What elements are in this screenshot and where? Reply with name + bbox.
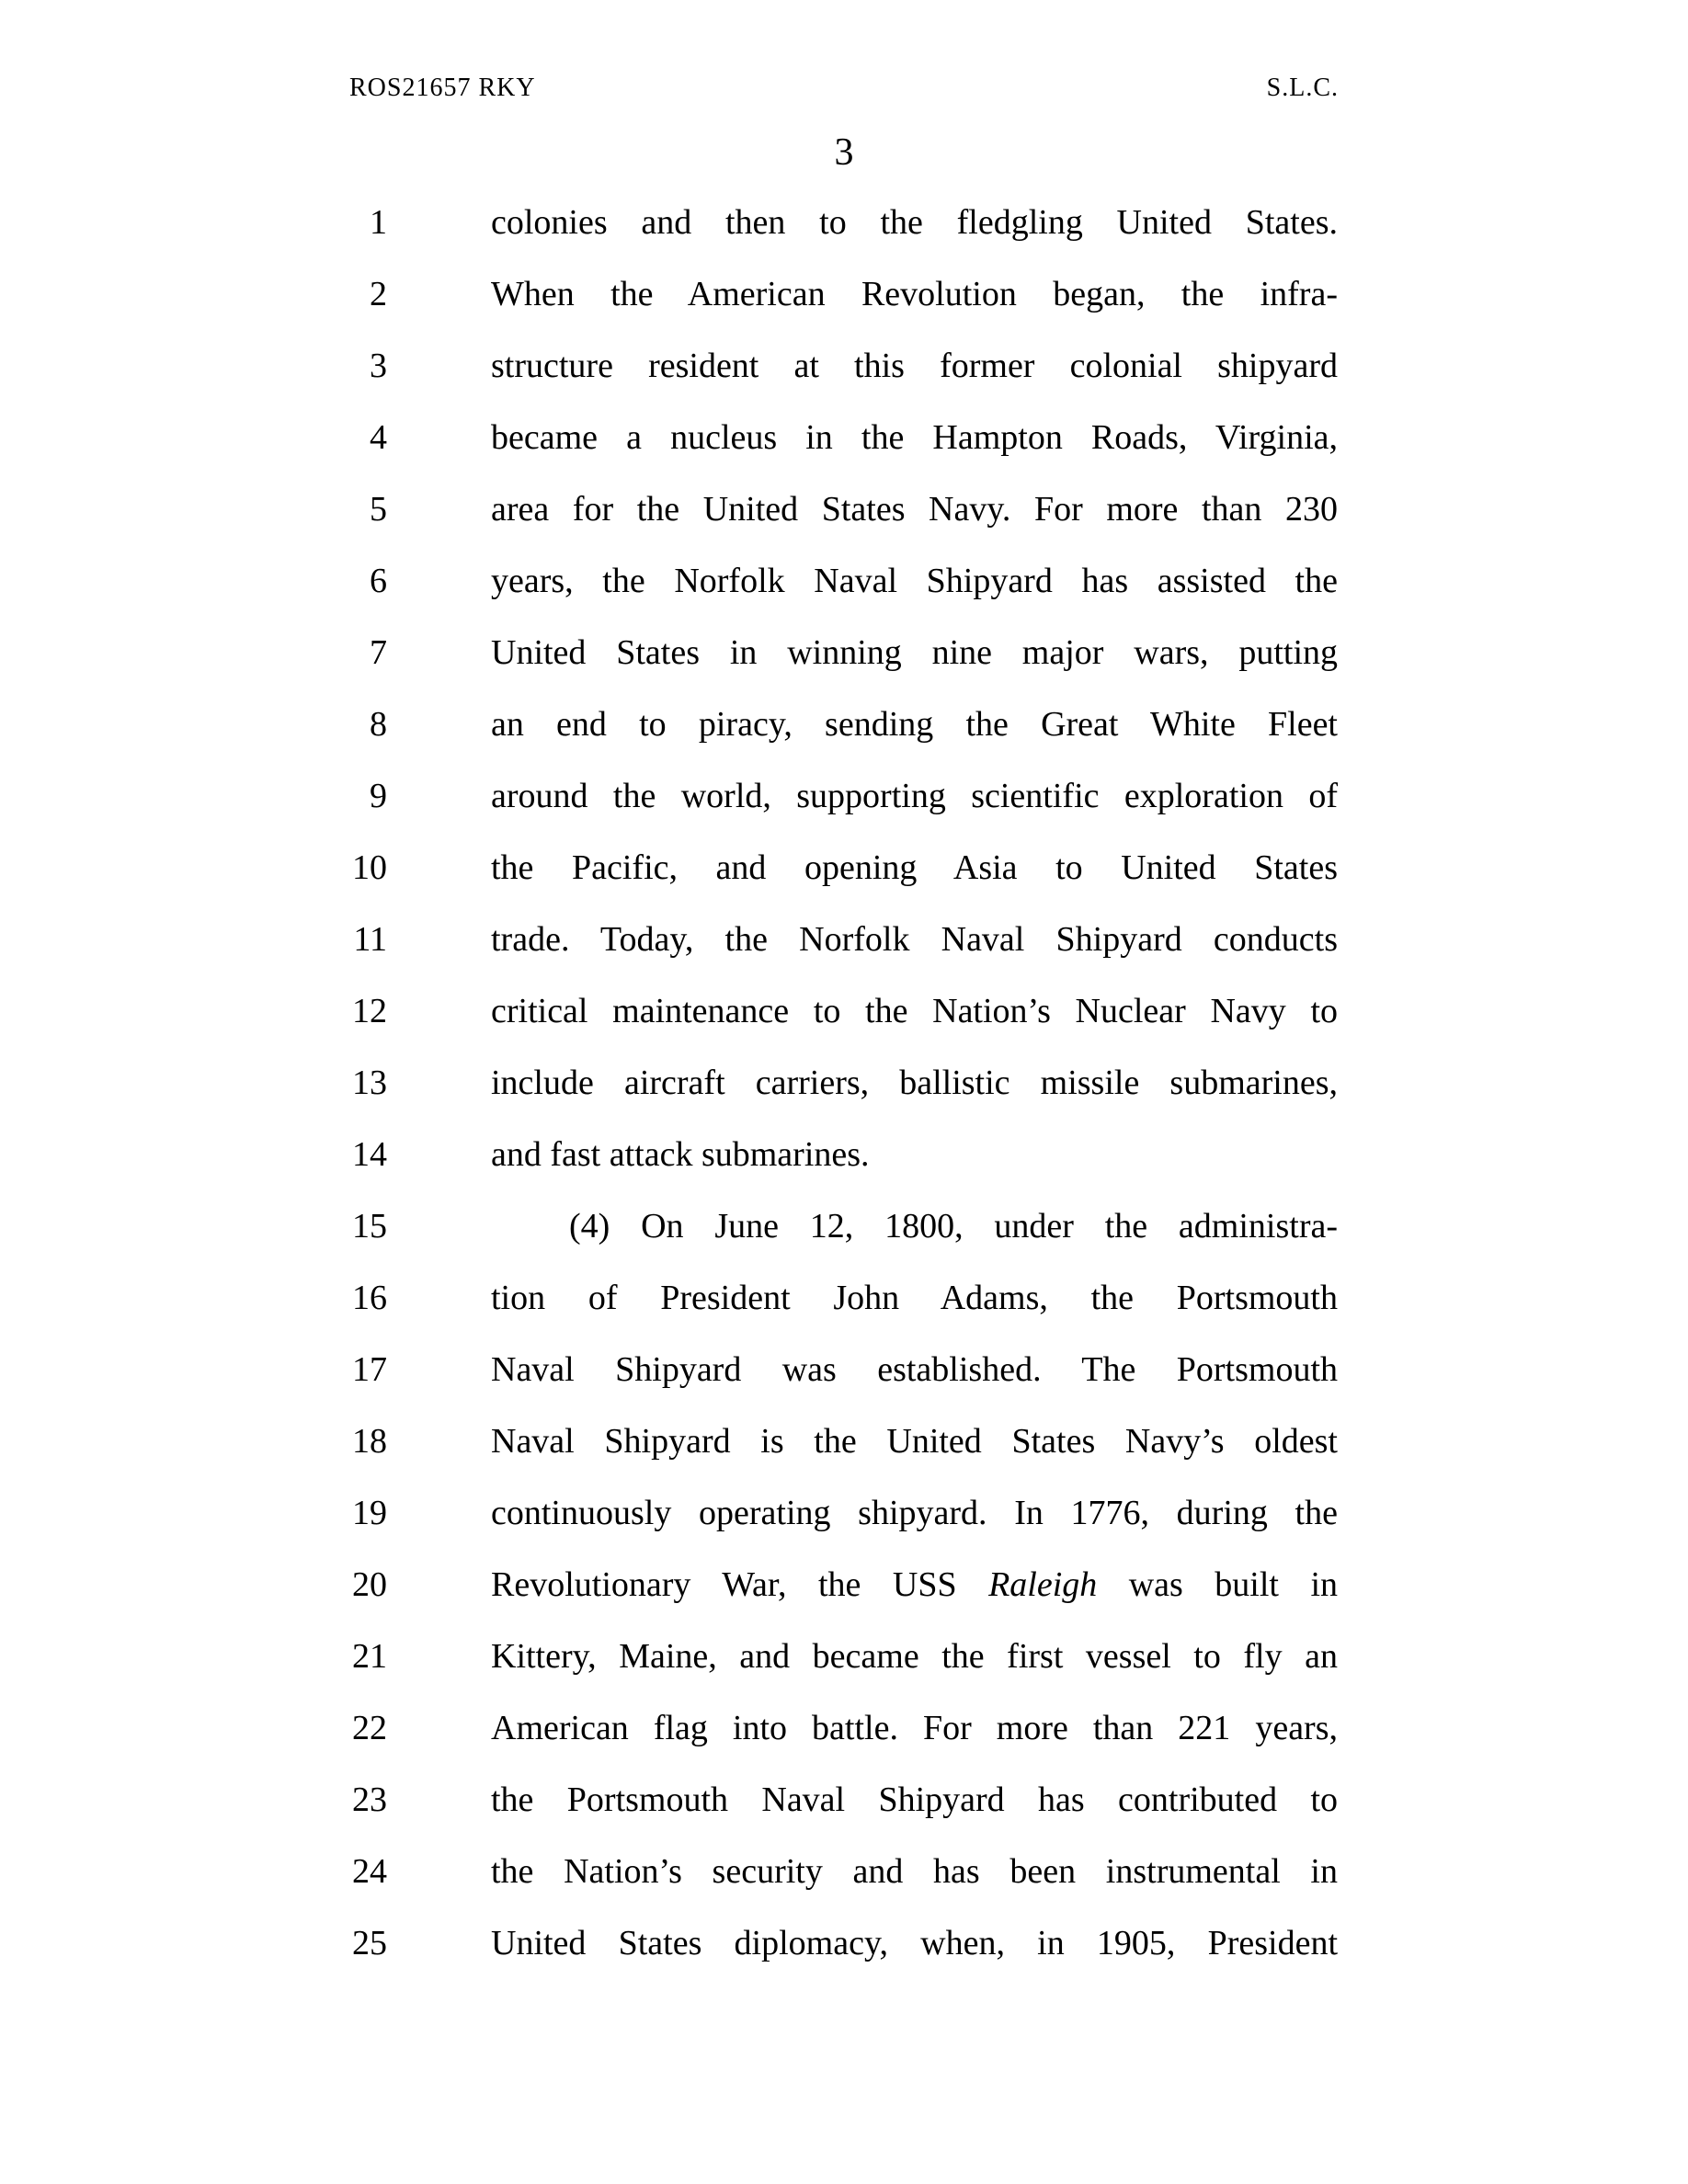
text-line [0, 473, 1688, 545]
line-text-segment: the Portsmouth Naval Shipyard has contributed to [491, 1780, 1338, 1819]
line-text-segment: Revolutionary War, the USS [491, 1565, 989, 1604]
line-text [491, 832, 1338, 904]
line-text-segment: Kittery, Maine, and became the first vessel to fly an [491, 1637, 1338, 1676]
line-text-segment: When the American Revolution began, the infra- [491, 275, 1338, 313]
line-text-segment: continuously operating shipyard. In 1776, during the [491, 1494, 1338, 1532]
line-number: 12 [352, 992, 387, 1030]
text-line [0, 1692, 1688, 1764]
text-line [0, 1764, 1688, 1836]
line-text [491, 187, 1338, 258]
line-number: 11 [353, 920, 387, 959]
line-text [491, 1477, 1338, 1549]
line-text [491, 760, 1338, 832]
line-number: 17 [352, 1350, 387, 1389]
line-number: 18 [352, 1422, 387, 1461]
line-text [491, 1621, 1338, 1692]
ship-name-italic: Raleigh [988, 1565, 1098, 1604]
text-line [0, 975, 1688, 1047]
line-text-segment: trade. Today, the Norfolk Naval Shipyard conducts [491, 920, 1338, 959]
line-text [491, 545, 1338, 617]
line-text [491, 904, 1338, 975]
line-number: 1 [370, 203, 387, 242]
line-text [491, 473, 1338, 545]
line-text-segment: an end to piracy, sending the Great White Fleet [491, 705, 1338, 744]
text-line [0, 402, 1688, 473]
line-number: 8 [370, 705, 387, 744]
line-text [491, 1262, 1338, 1334]
text-line [0, 1836, 1688, 1907]
text-line [0, 832, 1688, 904]
text-line [0, 1621, 1688, 1692]
line-text [491, 688, 1338, 760]
line-text [491, 1907, 1338, 1979]
line-text-segment: colonies and then to the fledgling United States. [491, 203, 1338, 242]
line-text-segment: American flag into battle. For more than 221 years, [491, 1709, 1338, 1747]
line-text-segment: structure resident at this former colonial shipyard [491, 347, 1338, 385]
line-text [491, 1334, 1338, 1405]
line-text-segment: (4) On June 12, 1800, under the administra- [569, 1207, 1338, 1246]
line-text [491, 1836, 1338, 1907]
text-line [0, 1262, 1688, 1334]
line-text-segment: and fast attack submarines. [491, 1135, 870, 1174]
line-number: 14 [352, 1135, 387, 1174]
text-line [0, 688, 1688, 760]
body-lines [0, 187, 1688, 1979]
line-text [491, 1405, 1338, 1477]
line-text-segment: was built in [1097, 1565, 1338, 1604]
text-line [0, 1119, 1688, 1190]
line-text-segment: around the world, supporting scientific exploration of [491, 777, 1338, 815]
line-number: 15 [352, 1207, 387, 1246]
line-number: 23 [352, 1780, 387, 1819]
text-line [0, 617, 1688, 688]
line-text-segment: the Pacific, and opening Asia to United States [491, 848, 1338, 887]
line-number: 13 [352, 1064, 387, 1102]
text-line [0, 904, 1688, 975]
line-text [491, 975, 1338, 1047]
line-number: 21 [352, 1637, 387, 1676]
line-text [491, 1047, 1338, 1119]
line-text [491, 402, 1338, 473]
line-text-segment: the Nation’s security and has been instrumental in [491, 1852, 1338, 1891]
text-line [0, 1405, 1688, 1477]
line-text-segment: tion of President John Adams, the Portsmouth [491, 1279, 1338, 1317]
text-line [0, 258, 1688, 330]
line-text [491, 1692, 1338, 1764]
text-line [0, 1047, 1688, 1119]
line-text [491, 1119, 1338, 1190]
line-text-segment: became a nucleus in the Hampton Roads, Virginia, [491, 418, 1338, 457]
line-number: 9 [370, 777, 387, 815]
line-text [491, 617, 1338, 688]
line-number: 5 [370, 490, 387, 529]
line-number: 4 [370, 418, 387, 457]
line-text-segment: Naval Shipyard is the United States Navy’s oldest [491, 1422, 1338, 1461]
text-line [0, 1907, 1688, 1979]
line-text-segment: include aircraft carriers, ballistic missile submarines, [491, 1064, 1338, 1102]
line-number: 6 [370, 562, 387, 600]
text-line [0, 1190, 1688, 1262]
line-number: 16 [352, 1279, 387, 1317]
line-number: 19 [352, 1494, 387, 1532]
line-number: 22 [352, 1709, 387, 1747]
text-line [0, 760, 1688, 832]
line-text-segment: critical maintenance to the Nation’s Nuclear Navy to [491, 992, 1338, 1030]
line-text-segment: years, the Norfolk Naval Shipyard has assisted the [491, 562, 1338, 600]
header-right-code: S.L.C. [1266, 74, 1339, 102]
line-number: 10 [352, 848, 387, 887]
text-line [0, 187, 1688, 258]
text-line [0, 1549, 1688, 1621]
text-line [0, 330, 1688, 402]
line-number: 24 [352, 1852, 387, 1891]
line-number: 7 [370, 633, 387, 672]
line-number: 2 [370, 275, 387, 313]
line-text [491, 1764, 1338, 1836]
text-line [0, 545, 1688, 617]
line-text [491, 1549, 1338, 1621]
line-text-segment: area for the United States Navy. For more than 230 [491, 490, 1338, 529]
line-text [491, 330, 1338, 402]
page-header [349, 74, 1339, 103]
text-line [0, 1477, 1688, 1549]
header-left-code: ROS21657 RKY [349, 74, 536, 102]
line-text-segment: United States diplomacy, when, in 1905, President [491, 1924, 1338, 1962]
line-number: 20 [352, 1565, 387, 1604]
line-number: 25 [352, 1924, 387, 1962]
page-number: 3 [834, 131, 854, 174]
line-text-segment: Naval Shipyard was established. The Portsmouth [491, 1350, 1338, 1389]
line-text [569, 1190, 1338, 1262]
line-number: 3 [370, 347, 387, 385]
line-text [491, 258, 1338, 330]
line-text-segment: United States in winning nine major wars, putting [491, 633, 1338, 672]
text-line [0, 1334, 1688, 1405]
